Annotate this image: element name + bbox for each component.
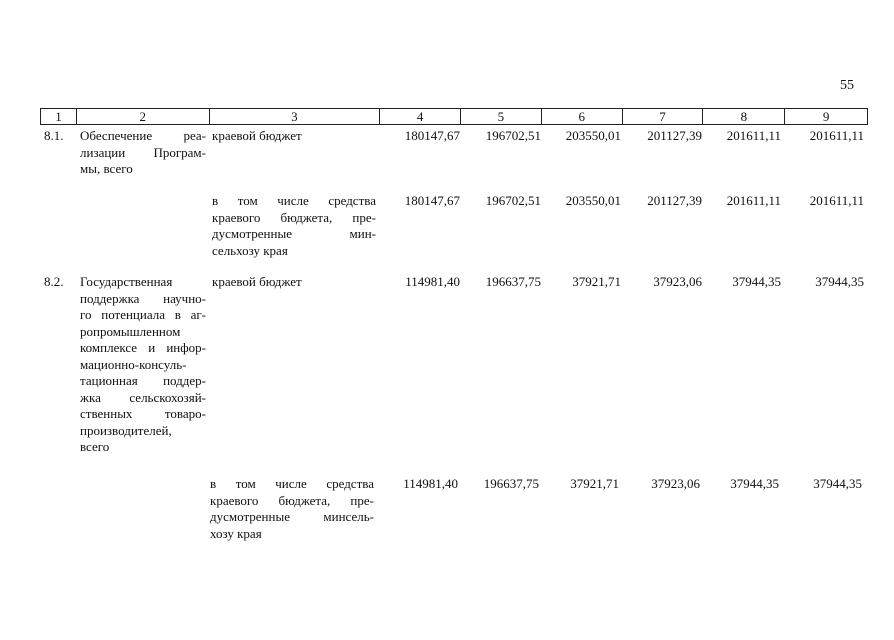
header-cell-3: 3 (210, 109, 381, 124)
row-name (80, 274, 206, 456)
row-name-line: лизации Програм- (80, 144, 206, 160)
value-cell: 201127,39 (647, 128, 702, 143)
funding-source-line: краевого бюджета, пре- (210, 492, 374, 508)
value-cell: 196637,75 (485, 274, 541, 289)
value-cell: 37923,06 (653, 274, 702, 289)
value-cell: 37944,35 (815, 274, 864, 289)
row-code: 8.1. (44, 128, 64, 143)
value-cell: 114981,40 (405, 274, 460, 289)
row-name-line: ропромышленном (80, 323, 181, 339)
row-name-line: мационно-консуль- (80, 356, 187, 372)
header-cell-9: 9 (822, 109, 830, 124)
funding-source-line: краевой бюджет (212, 274, 302, 289)
value-cell: 201611,11 (726, 128, 781, 143)
value-cell: 201611,11 (726, 193, 781, 208)
value-cell: 37921,71 (570, 476, 619, 491)
funding-source-line: в том числе средства (212, 193, 376, 208)
funding-source (210, 476, 374, 542)
row-name-line: го потенциала в аг- (80, 307, 206, 322)
header-cell-2: 2 (77, 109, 210, 124)
value-cell: 201127,39 (647, 193, 702, 208)
value-cell: 203550,01 (565, 128, 621, 143)
table-header-row (40, 108, 868, 125)
row-name-line: Государственная (80, 274, 173, 289)
row-name-line: поддержка научно- (80, 290, 206, 306)
value-cell: 201611,11 (809, 193, 864, 208)
value-cell: 37944,35 (813, 476, 862, 491)
row-name-line: мы, всего (80, 161, 133, 176)
value-cell: 201611,11 (809, 128, 864, 143)
funding-source-line: дусмотренные мин- (212, 226, 376, 241)
row-name-line: комплексе и инфор- (80, 340, 206, 355)
funding-source-line: сельхозу края (212, 242, 288, 258)
funding-source-line: краевой бюджет (212, 128, 302, 143)
row-name-line: всего (80, 439, 110, 454)
header-cell-6: 6 (542, 109, 623, 124)
value-cell: 114981,40 (403, 476, 458, 491)
funding-source (212, 128, 376, 145)
funding-source-line: в том числе средства (210, 476, 374, 491)
row-name-line: Обеспечение реа- (80, 128, 206, 143)
row-name-line: тационная поддер- (80, 373, 206, 388)
value-cell: 180147,67 (404, 128, 460, 143)
row-name-line: ственных товаро- (80, 406, 206, 421)
header-cell-1: 1 (41, 109, 77, 124)
funding-source-line: дусмотренные минсель- (210, 509, 374, 524)
funding-source-line: хозу края (210, 525, 262, 541)
value-cell: 196702,51 (485, 128, 541, 143)
header-cell-5: 5 (461, 109, 542, 124)
row-name-line: производителей, (80, 422, 172, 438)
row-name (80, 128, 206, 178)
funding-source (212, 193, 376, 259)
funding-source-line: краевого бюджета, пре- (212, 209, 376, 225)
value-cell: 196637,75 (483, 476, 539, 491)
header-cell-7: 7 (623, 109, 704, 124)
value-cell: 180147,67 (404, 193, 460, 208)
page-number: 55 (840, 78, 854, 93)
value-cell: 37944,35 (730, 476, 779, 491)
value-cell: 203550,01 (565, 193, 621, 208)
funding-source (212, 274, 376, 291)
row-code: 8.2. (44, 274, 64, 289)
value-cell: 37923,06 (651, 476, 700, 491)
header-cell-4: 4 (380, 109, 461, 124)
value-cell: 37921,71 (572, 274, 621, 289)
value-cell: 196702,51 (485, 193, 541, 208)
header-cell-8: 8 (703, 109, 785, 124)
row-name-line: жка сельскохозяй- (80, 389, 206, 405)
value-cell: 37944,35 (732, 274, 781, 289)
